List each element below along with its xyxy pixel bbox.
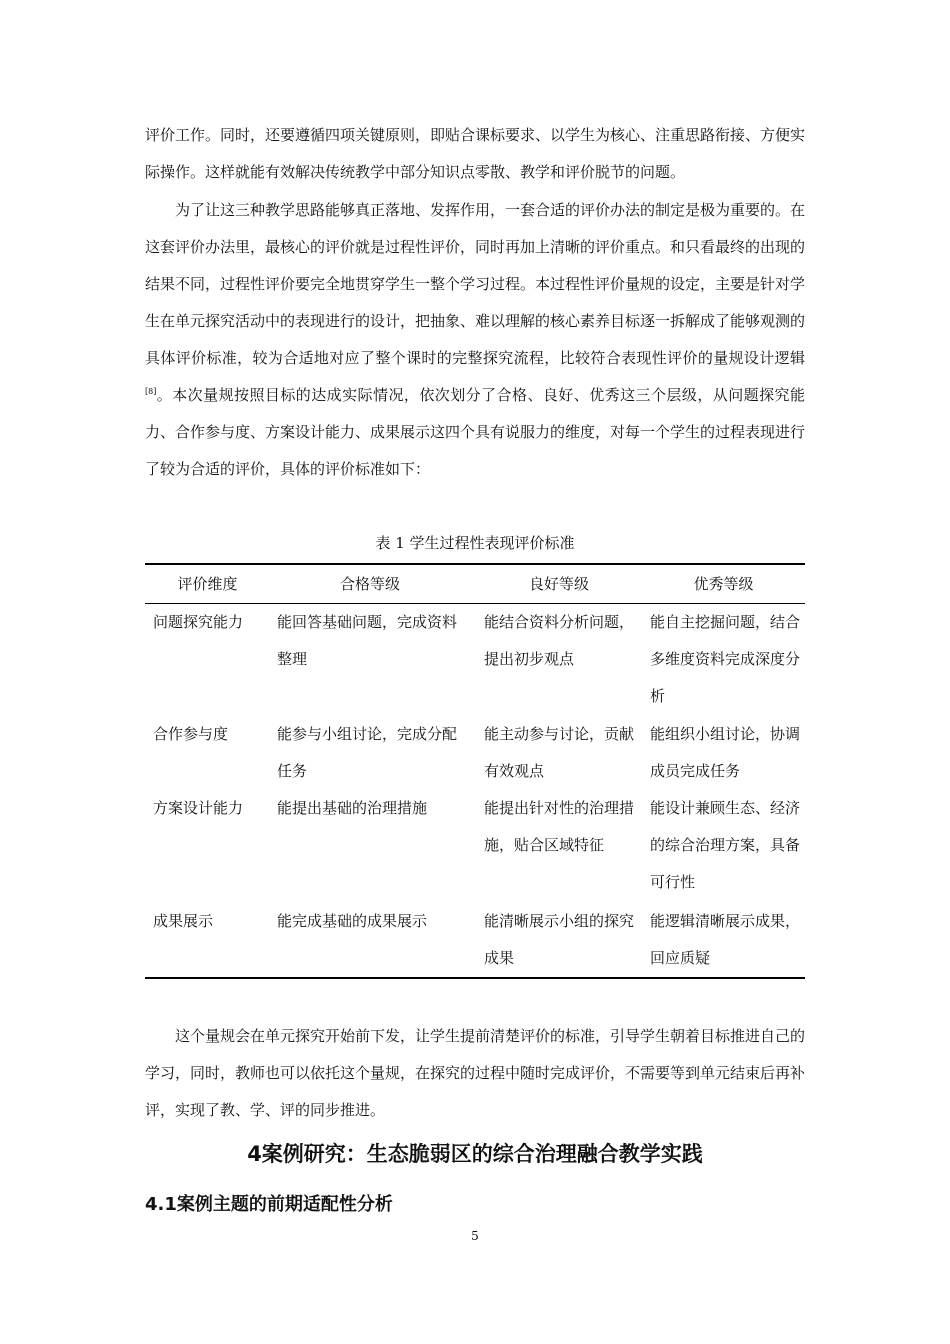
table-header-good: 良好等级 [528, 575, 589, 593]
page-number: 5 [471, 1229, 479, 1243]
paragraph-2-text-b: 。本次量规按照目标的达成实际情况，依次划分了合格、良好、优秀这三个层级，从问题探究能力、合作参与度、方案设计能力、成果展示这四个具有说服力的维度，对每一个学生的过程表现进行了较为合适的评价，具体的评价标准如下： [145, 386, 806, 478]
table-bottom-rule [145, 977, 805, 979]
table-cell: 能参与小组讨论，完成分配任务 [277, 725, 458, 780]
table-header-dimension: 评价维度 [177, 575, 238, 593]
table-cell: 能提出针对性的治理措施，贴合区域特征 [484, 799, 635, 854]
table-cell: 合作参与度 [153, 725, 229, 743]
table-cell: 能回答基础问题，完成资料整理 [277, 613, 458, 668]
paragraph-2-text-a: 为了让这三种教学思路能够真正落地、发挥作用，一套合适的评价办法的制定是极为重要的。在这套评价办法里，最核心的评价就是过程性评价，同时再加上清晰的评价重点。和只看最终的出现的结果不同，过程性评价要完全地贯穿学生一整个学习过程。本过程性评价量规的设定，主要是针对学生在单元探究活动中的表现进行的设计，把抽象、难以理解的核心素养目标逐一拆解成了能够观测的具体评价标准，较为合适地对应了整个课时的完整探究流程，比较符合表现性评价的量规设计逻辑 [145, 201, 806, 367]
table-cell: 能清晰展示小组的探究成果 [484, 912, 635, 967]
table-cell: 能提出基础的治理措施 [277, 799, 428, 817]
table-cell: 能完成基础的成果展示 [277, 912, 428, 930]
table-cell: 能逻辑清晰展示成果，回应质疑 [650, 912, 801, 967]
table-cell: 能结合资料分析问题，提出初步观点 [484, 613, 635, 668]
table-cell: 成果展示 [153, 912, 214, 930]
table-cell: 方案设计能力 [153, 799, 244, 817]
paragraph-3-text: 这个量规会在单元探究开始前下发，让学生提前清楚评价的标准，引导学生朝着目标推进自己的学习，同时，教师也可以依托这个量规，在探究的过程中随时完成评价，不需要等到单元结束后再补评，实现了教、学、评的同步推进。 [145, 1027, 806, 1119]
table-top-rule [145, 563, 805, 565]
table-cell: 能主动参与讨论，贡献有效观点 [484, 725, 635, 780]
table-cell: 能组织小组讨论，协调成员完成任务 [650, 725, 801, 780]
paragraph-2 [145, 192, 805, 488]
subsection-title: 4.1案例主题的前期适配性分析 [145, 1194, 393, 1215]
section-title: 4案例研究：生态脆弱区的综合治理融合教学实践 [247, 1142, 703, 1166]
table-caption: 表 1 学生过程性表现评价标准 [375, 534, 575, 552]
table-header-pass: 合格等级 [339, 575, 400, 593]
table-cell: 问题探究能力 [153, 613, 244, 631]
paragraph-1 [145, 117, 805, 191]
table-cell: 能自主挖掘问题，结合多维度资料完成深度分析 [650, 613, 801, 705]
table-header-excellent: 优秀等级 [693, 575, 754, 593]
paragraph-3 [145, 1018, 805, 1129]
paragraph-1-text: 评价工作。同时，还要遵循四项关键原则，即贴合课标要求、以学生为核心、注重思路衔接、方便实际操作。这样就能有效解决传统教学中部分知识点零散、教学和评价脱节的问题。 [145, 126, 806, 181]
citation-ref[interactable]: [8] [145, 387, 157, 396]
table-cell: 能设计兼顾生态、经济的综合治理方案，具备可行性 [650, 799, 801, 891]
